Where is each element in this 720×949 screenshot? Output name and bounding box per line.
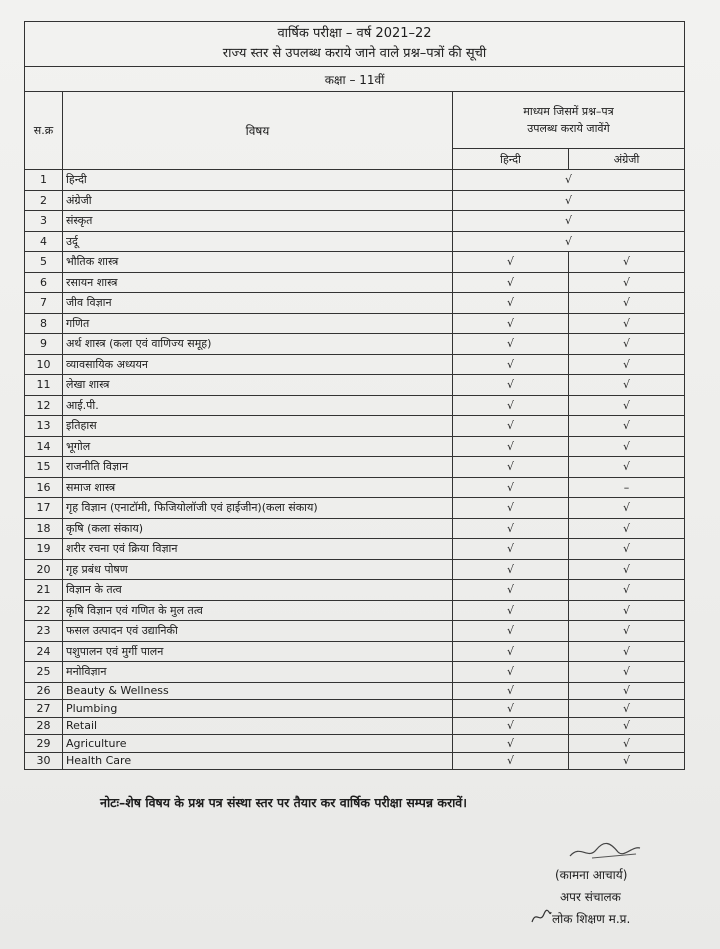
row-number: 30	[25, 752, 63, 770]
row-subject: Retail	[63, 717, 453, 735]
row-tick-english: √	[569, 580, 685, 601]
row-tick-hindi: √	[453, 293, 569, 314]
row-number: 23	[25, 621, 63, 642]
row-tick-english: √	[569, 293, 685, 314]
row-tick-english: √	[569, 682, 685, 700]
row-subject: Agriculture	[63, 735, 453, 753]
row-tick-english: √	[569, 641, 685, 662]
row-tick-english: √	[569, 354, 685, 375]
signature-scribble	[540, 838, 660, 864]
table-row	[25, 170, 685, 191]
table-row	[25, 395, 685, 416]
table-row	[25, 334, 685, 355]
row-subject: शरीर रचना एवं क्रिया विज्ञान	[63, 539, 453, 560]
row-tick-both: √	[453, 231, 685, 252]
document-title	[25, 22, 685, 67]
row-number: 3	[25, 211, 63, 232]
table-row	[25, 211, 685, 232]
row-tick-english: √	[569, 498, 685, 519]
row-subject: विज्ञान के तत्व	[63, 580, 453, 601]
table-row	[25, 600, 685, 621]
table-row	[25, 293, 685, 314]
row-tick-hindi: √	[453, 354, 569, 375]
table-row	[25, 559, 685, 580]
row-subject: कृषि (कला संकाय)	[63, 518, 453, 539]
row-number: 7	[25, 293, 63, 314]
row-subject: संस्कृत	[63, 211, 453, 232]
row-tick-hindi: √	[453, 559, 569, 580]
header-medium-line-1: माध्यम जिसमें प्रश्न–पत्र	[523, 105, 614, 118]
row-tick-english: √	[569, 717, 685, 735]
row-subject: आई.पी.	[63, 395, 453, 416]
row-subject: मनोविज्ञान	[63, 662, 453, 683]
row-subject: व्यावसायिक अध्ययन	[63, 354, 453, 375]
row-number: 21	[25, 580, 63, 601]
row-number: 14	[25, 436, 63, 457]
row-tick-english: √	[569, 334, 685, 355]
row-tick-english: √	[569, 752, 685, 770]
row-subject: कृषि विज्ञान एवं गणित के मुल तत्व	[63, 600, 453, 621]
row-tick-hindi: √	[453, 539, 569, 560]
row-number: 22	[25, 600, 63, 621]
row-tick-english: √	[569, 559, 685, 580]
row-number: 27	[25, 700, 63, 718]
table-row	[25, 231, 685, 252]
row-tick-hindi: √	[453, 334, 569, 355]
row-number: 15	[25, 457, 63, 478]
table-row	[25, 735, 685, 753]
row-subject: Beauty & Wellness	[63, 682, 453, 700]
row-tick-hindi: √	[453, 717, 569, 735]
row-number: 18	[25, 518, 63, 539]
header-medium-line-2: उपलब्ध कराये जावेंगे	[527, 122, 610, 135]
row-subject: Plumbing	[63, 700, 453, 718]
header-english: अंग्रेजी	[569, 149, 685, 170]
row-tick-hindi: √	[453, 498, 569, 519]
row-tick-hindi: √	[453, 313, 569, 334]
row-tick-english: √	[569, 272, 685, 293]
row-subject: रसायन शास्त्र	[63, 272, 453, 293]
row-number: 4	[25, 231, 63, 252]
row-subject: गणित	[63, 313, 453, 334]
signatory-name: (कामना आचार्य)	[555, 868, 628, 882]
header-sno: स.क्र	[25, 92, 63, 170]
table-row	[25, 416, 685, 437]
class-label: कक्षा – 11वीं	[25, 67, 685, 92]
row-tick-hindi: √	[453, 682, 569, 700]
row-number: 20	[25, 559, 63, 580]
row-tick-hindi: √	[453, 416, 569, 437]
row-tick-english: √	[569, 621, 685, 642]
row-tick-hindi: √	[453, 580, 569, 601]
table-row	[25, 354, 685, 375]
table-row	[25, 682, 685, 700]
row-subject: Health Care	[63, 752, 453, 770]
table-row	[25, 436, 685, 457]
row-number: 25	[25, 662, 63, 683]
row-tick-hindi: √	[453, 700, 569, 718]
row-number: 17	[25, 498, 63, 519]
row-tick-english: √	[569, 436, 685, 457]
row-number: 5	[25, 252, 63, 273]
row-tick-hindi: √	[453, 252, 569, 273]
row-tick-hindi: √	[453, 272, 569, 293]
row-tick-hindi: √	[453, 477, 569, 498]
row-number: 12	[25, 395, 63, 416]
table-row	[25, 580, 685, 601]
row-tick-english: √	[569, 313, 685, 334]
row-subject: इतिहास	[63, 416, 453, 437]
row-subject: लेखा शास्त्र	[63, 375, 453, 396]
row-tick-hindi: √	[453, 375, 569, 396]
row-tick-hindi: √	[453, 457, 569, 478]
table-row	[25, 313, 685, 334]
row-tick-english: √	[569, 539, 685, 560]
table-row	[25, 190, 685, 211]
row-tick-english: √	[569, 662, 685, 683]
header-medium	[453, 92, 685, 149]
row-number: 16	[25, 477, 63, 498]
row-tick-hindi: √	[453, 600, 569, 621]
table-row	[25, 662, 685, 683]
table-row	[25, 621, 685, 642]
row-subject: जीव विज्ञान	[63, 293, 453, 314]
row-tick-hindi: √	[453, 641, 569, 662]
header-hindi: हिन्दी	[453, 149, 569, 170]
table-row	[25, 700, 685, 718]
row-number: 13	[25, 416, 63, 437]
signatory-office: लोक शिक्षण म.प्र.	[552, 912, 631, 926]
table-row	[25, 717, 685, 735]
row-tick-hindi: √	[453, 518, 569, 539]
table-row	[25, 457, 685, 478]
signature-initial	[530, 908, 552, 926]
row-subject: हिन्दी	[63, 170, 453, 191]
row-subject: अंग्रेजी	[63, 190, 453, 211]
row-tick-english: √	[569, 375, 685, 396]
row-tick-both: √	[453, 170, 685, 191]
table-row	[25, 641, 685, 662]
row-number: 6	[25, 272, 63, 293]
row-subject: समाज शास्त्र	[63, 477, 453, 498]
row-number: 10	[25, 354, 63, 375]
row-tick-both: √	[453, 211, 685, 232]
row-subject: राजनीति विज्ञान	[63, 457, 453, 478]
question-paper-table	[24, 21, 685, 770]
row-tick-hindi: √	[453, 436, 569, 457]
row-tick-hindi: √	[453, 395, 569, 416]
row-tick-english: √	[569, 735, 685, 753]
title-line-2: राज्य स्तर से उपलब्ध कराये जाने वाले प्रश्न–पत्रों की सूची	[222, 46, 487, 61]
row-tick-english: –	[569, 477, 685, 498]
row-tick-hindi: √	[453, 735, 569, 753]
table-row	[25, 477, 685, 498]
row-number: 9	[25, 334, 63, 355]
row-number: 2	[25, 190, 63, 211]
table-row	[25, 539, 685, 560]
row-tick-english: √	[569, 457, 685, 478]
row-subject: अर्थ शास्त्र (कला एवं वाणिज्य समूह)	[63, 334, 453, 355]
table-row	[25, 752, 685, 770]
row-subject: फसल उत्पादन एवं उद्यानिकी	[63, 621, 453, 642]
row-tick-english: √	[569, 416, 685, 437]
row-subject: गृह विज्ञान (एनाटॉमी, फिजियोलॉजी एवं हाईजीन)(कला संकाय)	[63, 498, 453, 519]
row-number: 19	[25, 539, 63, 560]
note-text: नोटः–शेष विषय के प्रश्न पत्र संस्था स्तर पर तैयार कर वार्षिक परीक्षा सम्पन्न करावें।	[100, 795, 467, 810]
table-row	[25, 252, 685, 273]
signatory-designation: अपर संचालक	[560, 890, 621, 904]
row-number: 29	[25, 735, 63, 753]
row-subject: भौतिक शास्त्र	[63, 252, 453, 273]
row-subject: पशुपालन एवं मुर्गी पालन	[63, 641, 453, 662]
row-tick-both: √	[453, 190, 685, 211]
table-row	[25, 272, 685, 293]
row-tick-english: √	[569, 700, 685, 718]
title-line-1: वार्षिक परीक्षा – वर्ष 2021–22	[277, 26, 432, 41]
table-row	[25, 498, 685, 519]
row-tick-hindi: √	[453, 752, 569, 770]
row-tick-english: √	[569, 252, 685, 273]
header-subject: विषय	[63, 92, 453, 170]
row-tick-hindi: √	[453, 662, 569, 683]
row-number: 1	[25, 170, 63, 191]
row-tick-english: √	[569, 600, 685, 621]
table-row	[25, 518, 685, 539]
row-number: 11	[25, 375, 63, 396]
row-number: 28	[25, 717, 63, 735]
row-number: 26	[25, 682, 63, 700]
row-tick-hindi: √	[453, 621, 569, 642]
row-subject: गृह प्रबंध पोषण	[63, 559, 453, 580]
row-subject: भूगोल	[63, 436, 453, 457]
row-subject: उर्दू	[63, 231, 453, 252]
row-tick-english: √	[569, 395, 685, 416]
table-row	[25, 375, 685, 396]
row-number: 8	[25, 313, 63, 334]
row-tick-english: √	[569, 518, 685, 539]
row-number: 24	[25, 641, 63, 662]
